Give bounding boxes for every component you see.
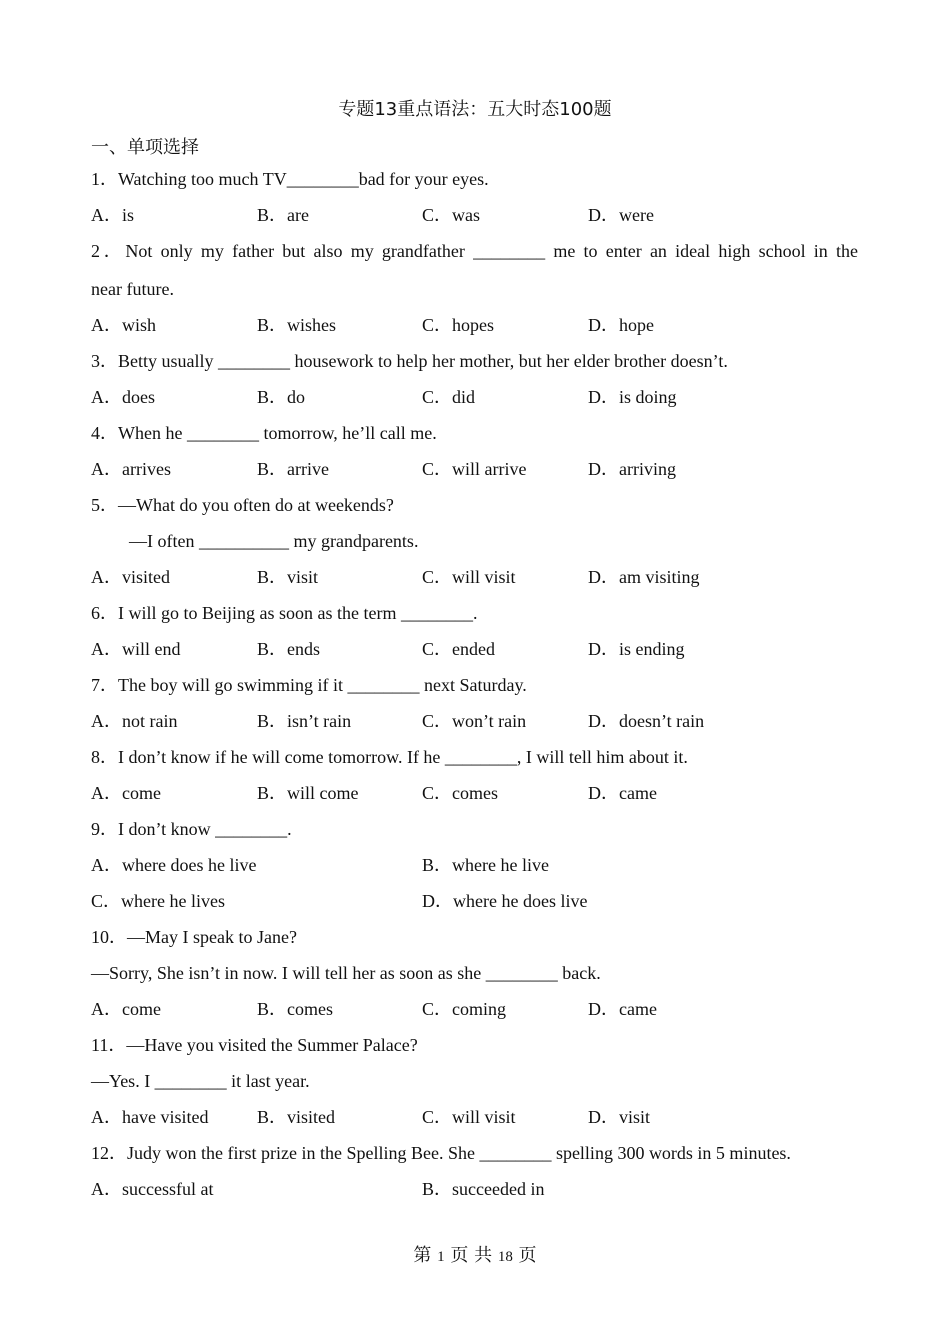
footer-middle: 页 共: [444, 1245, 498, 1266]
q6-option-c: C．ended: [422, 639, 495, 659]
q4-option-d: D．arriving: [588, 459, 676, 479]
q4-option-c: C．will arrive: [422, 459, 527, 479]
footer-suffix: 页: [512, 1245, 537, 1266]
q3-option-c: C．did: [422, 387, 476, 407]
q1-option-d: D．were: [588, 205, 654, 225]
question-2-stem-cont: near future.: [91, 279, 174, 299]
q9-option-c: C．where he lives: [91, 891, 225, 911]
q12-option-b: B．succeeded in: [422, 1179, 545, 1199]
q11-option-b: B．visited: [257, 1107, 336, 1127]
question-10-stem: 10．—May I speak to Jane?: [91, 927, 297, 947]
q9-option-b: B．where he live: [422, 855, 549, 875]
question-12-stem: 12．Judy won the first prize in the Spelling Bee. She ________ spelling 300 words in 5 minutes.: [91, 1143, 791, 1163]
question-5-stem: 5．—What do you often do at weekends?: [91, 495, 394, 515]
footer-page-number: 1: [437, 1249, 445, 1265]
q1-option-c: C．was: [422, 205, 480, 225]
q10-option-b: B．comes: [257, 999, 333, 1019]
q3-option-b: B．do: [257, 387, 306, 407]
section-heading: 一、单项选择: [91, 137, 199, 158]
document-title: 专题13重点语法：五大时态100题: [338, 99, 612, 120]
q9-option-d: D．where he does live: [422, 891, 588, 911]
question-11-reply: —Yes. I ________ it last year.: [91, 1071, 310, 1091]
question-11-stem: 11．—Have you visited the Summer Palace?: [91, 1035, 418, 1055]
q12-option-a: A．successful at: [91, 1179, 214, 1199]
q8-option-c: C．comes: [422, 783, 498, 803]
q2-option-b: B．wishes: [257, 315, 337, 335]
q10-option-a: A．come: [91, 999, 161, 1019]
footer-total-pages: 18: [497, 1249, 513, 1265]
q7-option-a: A．not rain: [91, 711, 178, 731]
q5-option-b: B．visit: [257, 567, 319, 587]
q8-option-b: B．will come: [257, 783, 359, 803]
q4-option-a: A．arrives: [91, 459, 171, 479]
q10-option-c: C．coming: [422, 999, 506, 1019]
question-3-stem: 3．Betty usually ________ housework to help her mother, but her elder brother doesn’t.: [91, 351, 728, 371]
question-8-stem: 8．I don’t know if he will come tomorrow. If he ________, I will tell him about it.: [91, 747, 688, 767]
q7-option-b: B．isn’t rain: [257, 711, 352, 731]
q1-option-a: A．is: [91, 205, 135, 225]
question-7-stem: 7．The boy will go swimming if it ________ next Saturday.: [91, 675, 527, 695]
question-1-stem: 1．Watching too much TV________bad for your eyes.: [91, 169, 489, 189]
question-10-reply: —Sorry, She isn’t in now. I will tell her as soon as she ________ back.: [91, 963, 601, 983]
q6-option-d: D．is ending: [588, 639, 685, 659]
q9-option-a: A．where does he live: [91, 855, 257, 875]
q4-option-b: B．arrive: [257, 459, 329, 479]
q7-option-c: C．won’t rain: [422, 711, 527, 731]
question-2-stem: 2．Not only my father but also my grandfather ________ me to enter an ideal high school in the: [91, 241, 858, 261]
q5-option-d: D．am visiting: [588, 567, 700, 587]
q6-option-b: B．ends: [257, 639, 320, 659]
q8-option-a: A．come: [91, 783, 161, 803]
q7-option-d: D．doesn’t rain: [588, 711, 705, 731]
q8-option-d: D．came: [588, 783, 657, 803]
q5-option-c: C．will visit: [422, 567, 516, 587]
q3-option-d: D．is doing: [588, 387, 677, 407]
page-footer: [0, 1241, 950, 1267]
q2-option-c: C．hopes: [422, 315, 494, 335]
q11-option-a: A．have visited: [91, 1107, 209, 1127]
q10-option-d: D．came: [588, 999, 657, 1019]
q11-option-c: C．will visit: [422, 1107, 516, 1127]
question-4-stem: 4．When he ________ tomorrow, he’ll call me.: [91, 423, 437, 443]
q11-option-d: D．visit: [588, 1107, 651, 1127]
footer-prefix: 第: [413, 1245, 438, 1266]
q5-option-a: A．visited: [91, 567, 170, 587]
question-9-stem: 9．I don’t know ________.: [91, 819, 292, 839]
q1-option-b: B．are: [257, 205, 309, 225]
q2-option-a: A．wish: [91, 315, 157, 335]
q2-option-d: D．hope: [588, 315, 654, 335]
q6-option-a: A．will end: [91, 639, 181, 659]
question-6-stem: 6．I will go to Beijing as soon as the term ________.: [91, 603, 478, 623]
question-5-reply: —I often __________ my grandparents.: [129, 531, 419, 551]
q3-option-a: A．does: [91, 387, 155, 407]
